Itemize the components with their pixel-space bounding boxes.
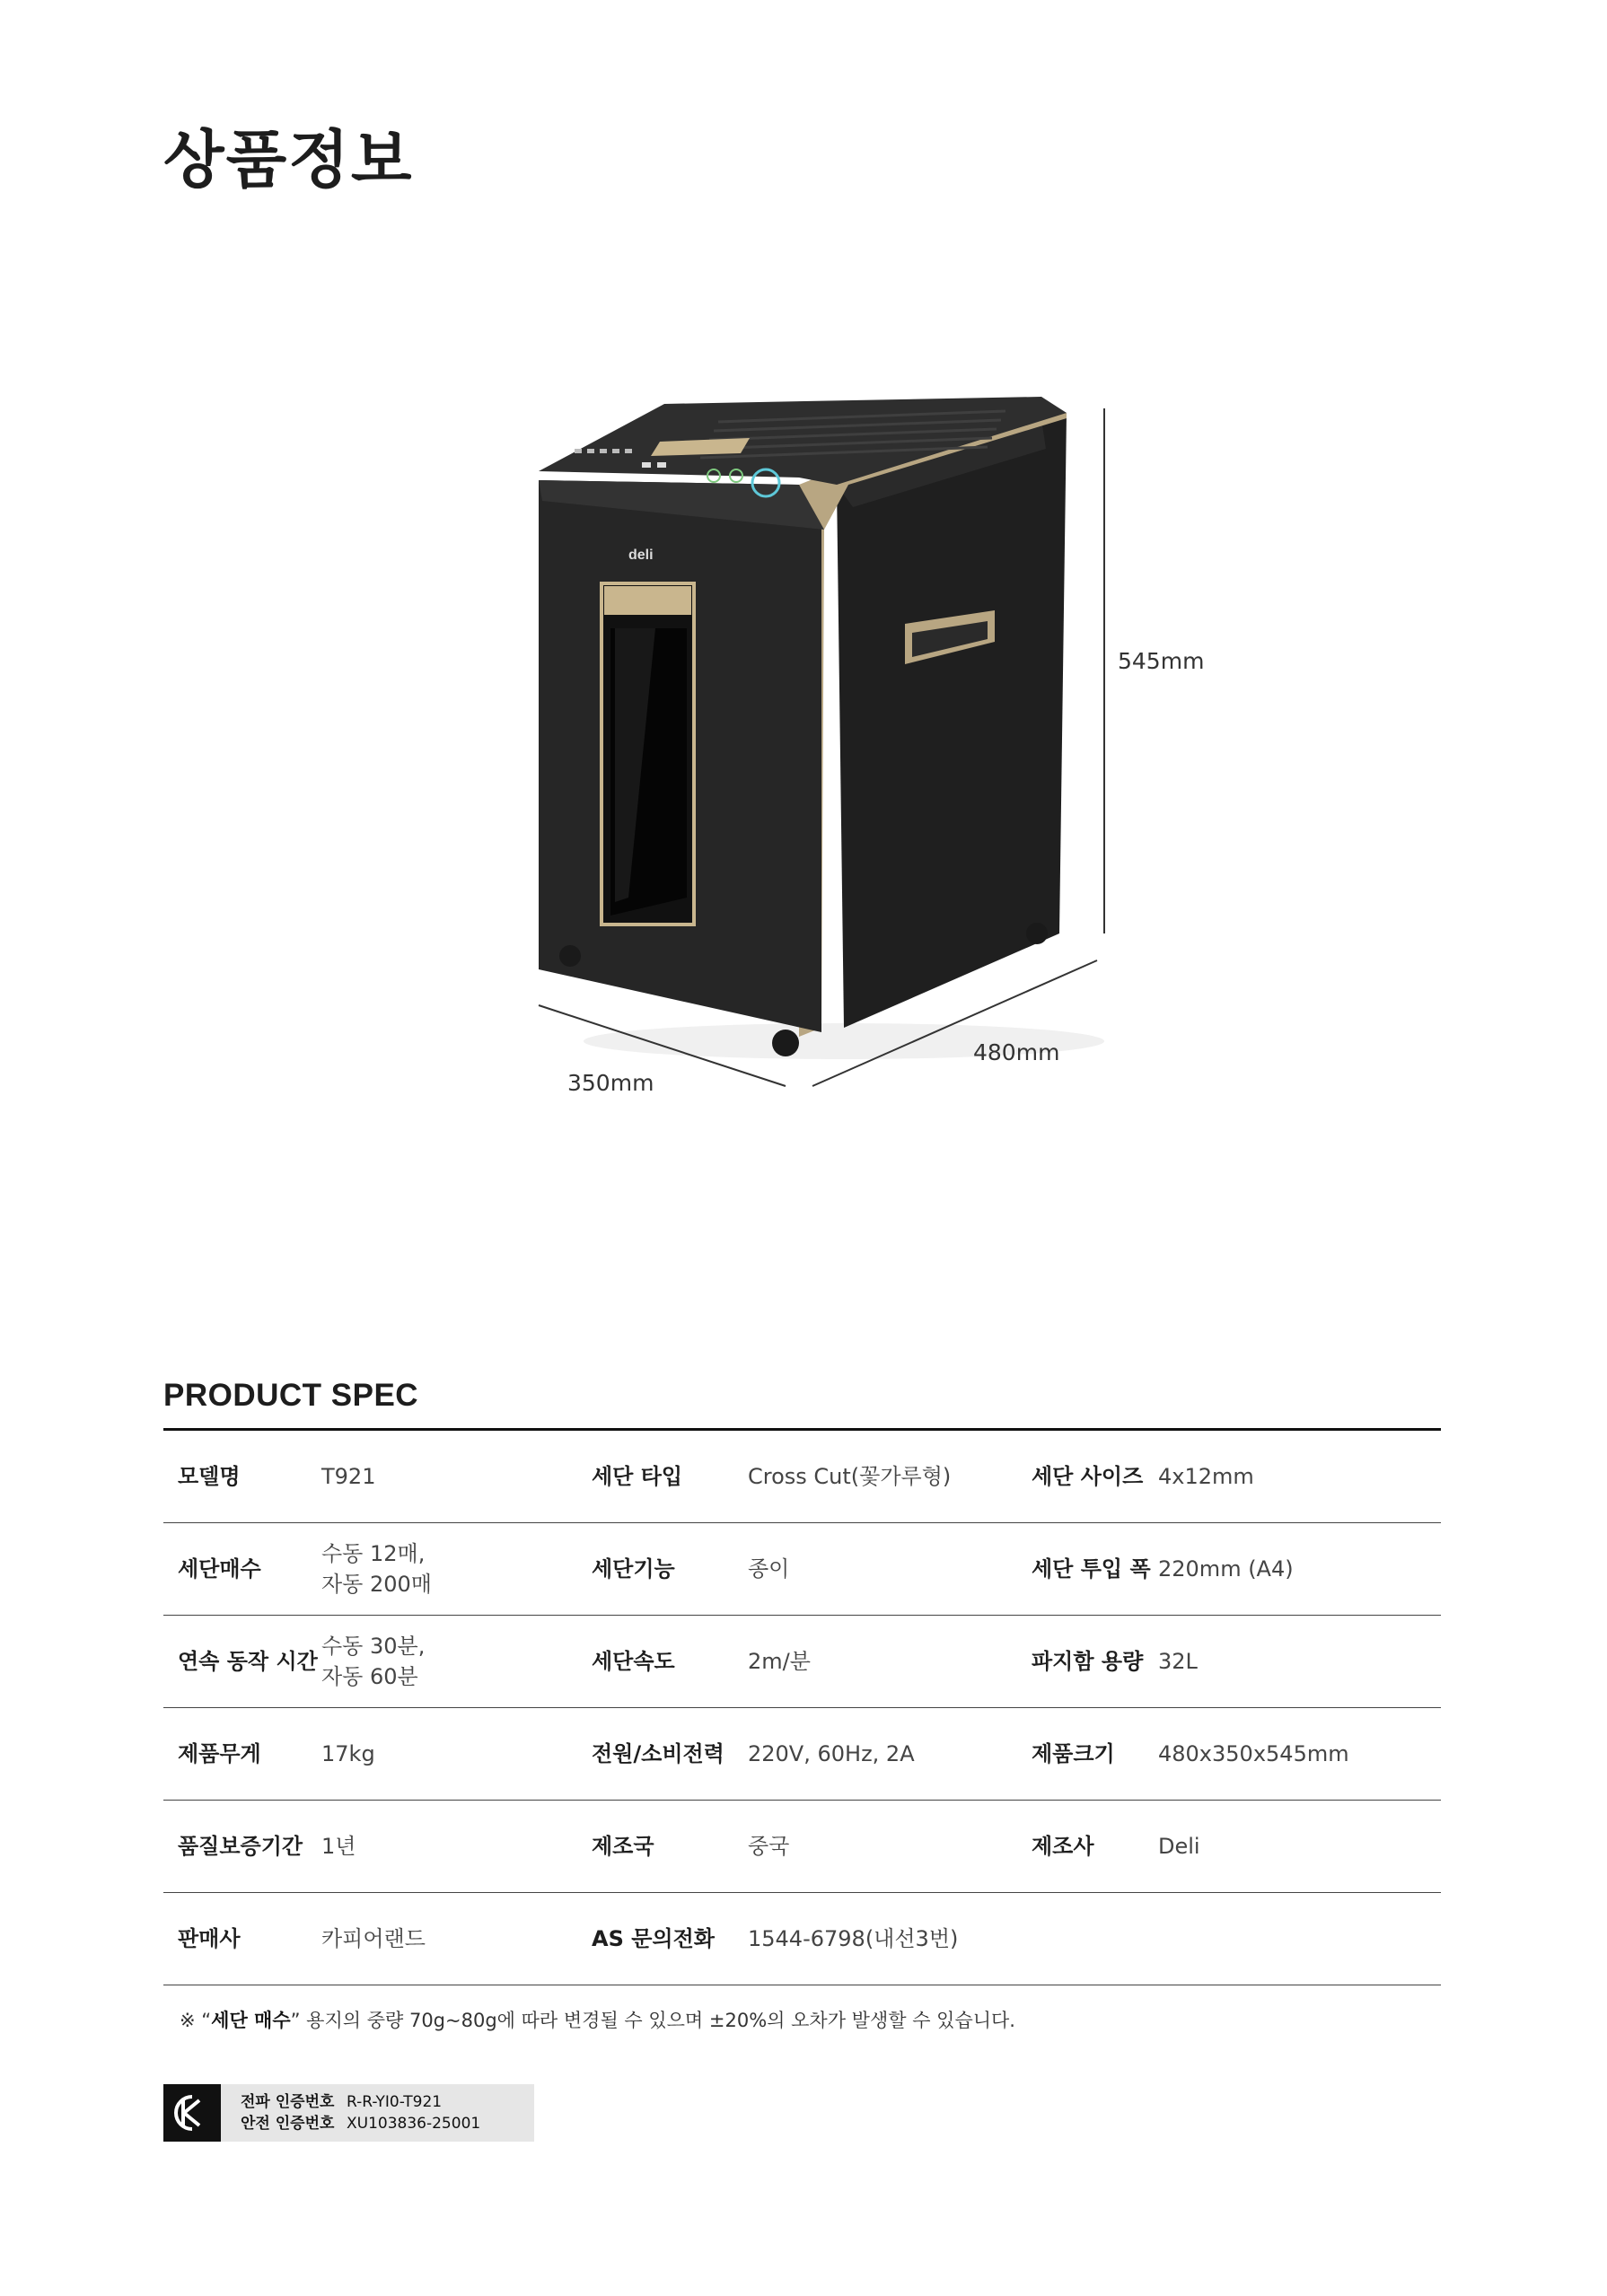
spec-label: 세단 타입 [577, 1430, 748, 1523]
spec-value: 중국 [748, 1801, 1017, 1893]
spec-label: 제품무게 [163, 1708, 321, 1801]
spec-value: 220V, 60Hz, 2A [748, 1708, 1017, 1801]
spec-label [1017, 1893, 1158, 1985]
spec-value: 17kg [321, 1708, 577, 1801]
spec-value: 카피어랜드 [321, 1893, 577, 1985]
spec-row [163, 1430, 1441, 1523]
spec-label: 연속 동작 시간 [163, 1616, 321, 1708]
cert-row [241, 2091, 480, 2113]
product-image [503, 359, 1221, 1122]
spec-label: 제조사 [1017, 1801, 1158, 1893]
spec-label: 모델명 [163, 1430, 321, 1523]
spec-label: 파지함 용량 [1017, 1616, 1158, 1708]
spec-label: 세단속도 [577, 1616, 748, 1708]
spec-row [163, 1523, 1441, 1616]
spec-label: 제품크기 [1017, 1708, 1158, 1801]
cert-row [241, 2113, 480, 2134]
spec-label: 세단기능 [577, 1523, 748, 1616]
kc-mark-icon [163, 2084, 221, 2142]
spec-row [163, 1616, 1441, 1708]
footnote: ※ “세단 매수” 용지의 중량 70g~80g에 따라 변경될 수 있으며 ±20%의 오차가 발생할 수 있습니다. [180, 2010, 1015, 2031]
spec-label: 제조국 [577, 1801, 748, 1893]
dimension-height: 545mm [1118, 648, 1205, 674]
spec-value: 종이 [748, 1523, 1017, 1616]
spec-label: 세단 투입 폭 [1017, 1523, 1158, 1616]
spec-value: 1년 [321, 1801, 577, 1893]
spec-label: 품질보증기간 [163, 1801, 321, 1893]
cert-value: XU103836-25001 [347, 2115, 481, 2133]
spec-value: 1544-6798(내선3번) [748, 1893, 1017, 1985]
dimension-depth: 480mm [973, 1039, 1060, 1065]
spec-label: 세단 사이즈 [1017, 1430, 1158, 1523]
spec-label: 세단매수 [163, 1523, 321, 1616]
spec-value: 480x350x545mm [1158, 1708, 1441, 1801]
spec-value: T921 [321, 1430, 577, 1523]
page-title: 상품정보 [163, 123, 414, 197]
spec-row [163, 1893, 1441, 1985]
spec-label: 전원/소비전력 [577, 1708, 748, 1801]
spec-value: Cross Cut(꽃가루형) [748, 1430, 1017, 1523]
cert-label: 전파 인증번호 [241, 2093, 335, 2111]
spec-value: 수동 12매, 자동 200매 [321, 1523, 577, 1616]
spec-value: Deli [1158, 1801, 1441, 1893]
spec-value: 수동 30분, 자동 60분 [321, 1616, 577, 1708]
cert-value: R-R-YI0-T921 [347, 2093, 443, 2111]
spec-title: PRODUCT SPEC [163, 1378, 419, 1413]
spec-value: 32L [1158, 1616, 1441, 1708]
spec-row [163, 1801, 1441, 1893]
spec-label: 판매사 [163, 1893, 321, 1985]
spec-value: 220mm (A4) [1158, 1523, 1441, 1616]
cert-label: 안전 인증번호 [241, 2115, 335, 2133]
brand-logo: deli [628, 548, 654, 563]
dimension-width: 350mm [567, 1070, 654, 1096]
spec-row [163, 1708, 1441, 1801]
certification-box [163, 2084, 534, 2142]
spec-table [163, 1428, 1441, 1985]
spec-value [1158, 1893, 1441, 1985]
spec-label: AS 문의전화 [577, 1893, 748, 1985]
spec-value: 4x12mm [1158, 1430, 1441, 1523]
spec-value: 2m/분 [748, 1616, 1017, 1708]
